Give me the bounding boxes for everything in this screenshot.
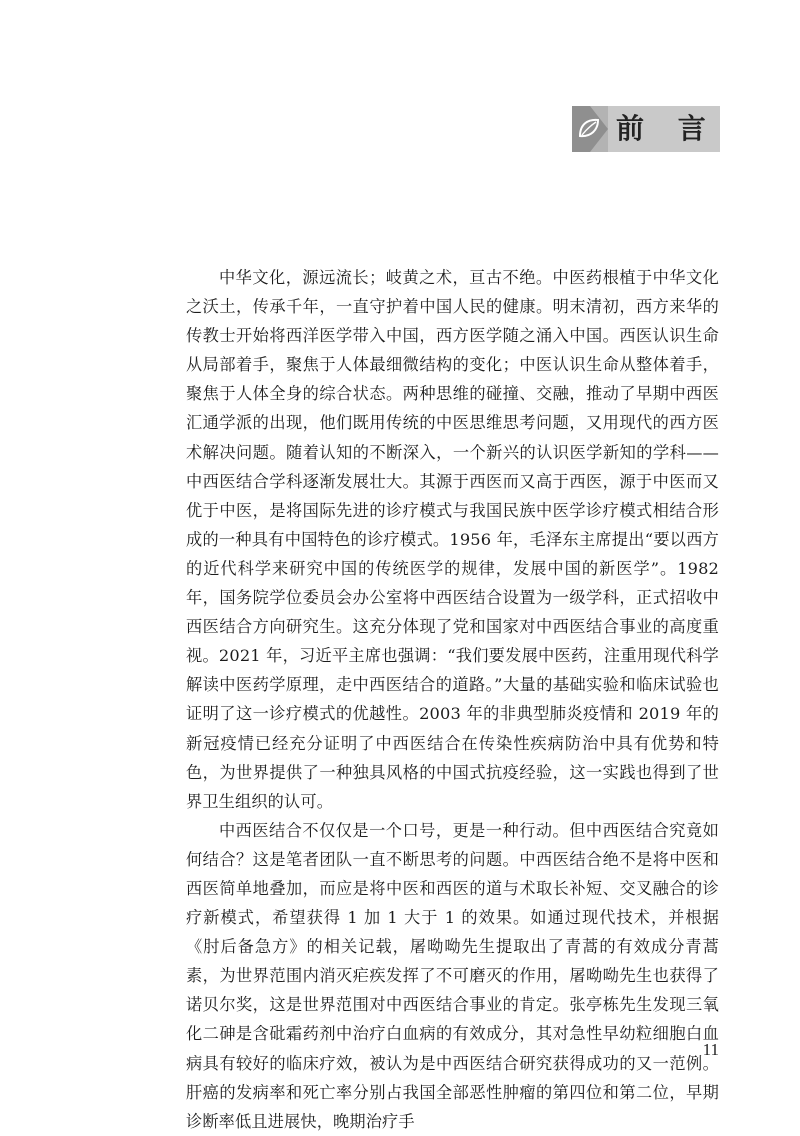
page-number: 11 [702, 1040, 719, 1059]
body-text [186, 263, 719, 1136]
book-leaf-icon [572, 106, 608, 152]
section-header [572, 106, 720, 152]
paragraph-2: 中西医结合不仅仅是一个口号，更是一种行动。但中西医结合究竟如何结合？这是笔者团队一直不断思考的问题。中西医结合绝不是将中医和西医简单地叠加，而应是将中医和西医的道与术取长补短、交叉融合的诊疗新模式，希望获得 1 加 1 大于 1 的效果。如通过现代技术，并根据《肘后备急方》的相关记载，屠呦呦先生提取出了青蒿的有效成分青蒿素，为世界范围内消灭疟疾发挥了不可磨灭的作用，屠呦呦先生也获得了诺贝尔奖，这是世界范围对中西医结合事业的肯定。张亭栋先生发现三氧化二砷是含砒霜药剂中治疗白血病的有效成分，其对急性早幼粒细胞白血病具有较好的临床疗效，被认为是中西医结合研究获得成功的又一范例。肝癌的发病率和死亡率分别占我国全部恶性肿瘤的第四位和第二位，早期诊断率低且进展快，晚期治疗手 [186, 820, 719, 1131]
section-title: 前 言 [616, 112, 718, 145]
paragraph-1: 中华文化，源远流长；岐黄之术，亘古不绝。中医药根植于中华文化之沃土，传承千年，一直守护着中国人民的健康。明末清初，西方来华的传教士开始将西洋医学带入中国，西方医学随之涌入中国。西医认识生命从局部着手，聚焦于人体最细微结构的变化；中医认识生命从整体着手，聚焦于人体全身的综合状态。两种思维的碰撞、交融，推动了早期中西医汇通学派的出现，他们既用传统的中医思维思考问题，又用现代的西方医术解决问题。随着认知的不断深入，一个新兴的认识医学新知的学科——中西医结合学科逐渐发展壮大。其源于西医而又高于西医，源于中医而又优于中医，是将国际先进的诊疗模式与我国民族中医学诊疗模式相结合形成的一种具有中国特色的诊疗模式。1956 年，毛泽东主席提出“要以西方的近代科学来研究中国的传统医学的规律，发展中国的新医学”。1982 年，国务院学位委员会办公室将中西医结合设置为一级学科，正式招收中西医结合方向研究生。这充分体现了党和国家对中西医结合事业的高度重视。2021 年，习近平主席也强调：“我们要发展中医药，注重用现代科学解读中医药学原理，走中西医结合的道路。”大量的基础实验和临床试验也证明了这一诊疗模式的优越性。2003 年的非典型肺炎疫情和 2019 年的新冠疫情已经充分证明了中西医结合在传染性疾病防治中具有优势和特色，为世界提供了一种独具风格的中国式抗疫经验，这一实践也得到了世界卫生组织的认可。 [186, 268, 719, 811]
